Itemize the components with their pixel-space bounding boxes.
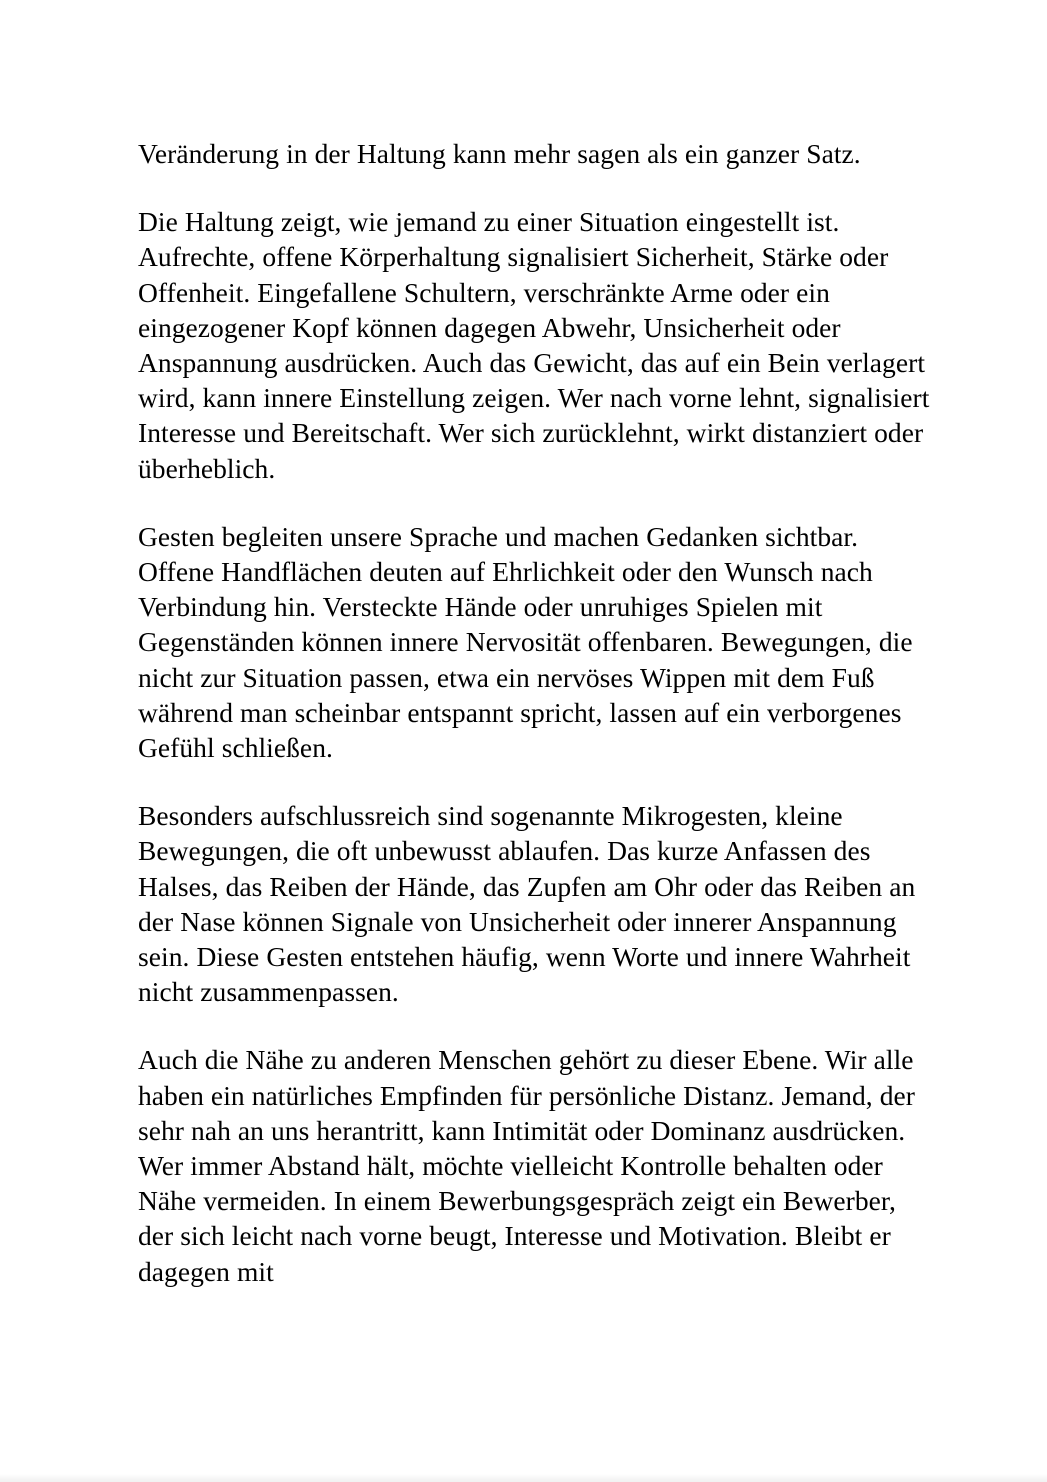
page-bottom-edge (0, 1474, 1047, 1482)
paragraph-1: Veränderung in der Haltung kann mehr sagen als ein ganzer Satz. (138, 138, 861, 169)
paragraph-3: Gesten begleiten unsere Sprache und machen Gedanken sichtbar. Offene Handflächen deuten auf Ehrlichkeit oder den Wunsch nach Verbindung hin. Versteckte Hände oder unruhiges Spielen mit Gegenständen können innere Nervosität offenbaren. Bewegungen, die nicht zur Situation passen, etwa ein nervöses Wippen mit dem Fuß während man scheinbar entspannt spricht, lassen auf ein verborgenes Gefühl schließen. (138, 520, 913, 764)
paragraph-5: Auch die Nähe zu anderen Menschen gehört zu dieser Ebene. Wir alle haben ein natürliches Empfinden für persönliche Distanz. Jemand, der sehr nah an uns herantritt, kann Intimität oder Dominanz ausdrücken. Wer immer Abstand hält, möchte vielleicht Kontrolle behalten oder Nähe vermeiden. In einem Bewerbungsgespräch zeigt ein Bewerber, der sich leicht nach vorne beugt, Interesse und Motivation. Bleibt er dagegen mit (138, 1044, 915, 1287)
text-column (138, 136, 938, 1289)
paragraph-4: Besonders aufschlussreich sind sogenannte Mikrogesten, kleine Bewegungen, die oft unbewusst ablaufen. Das kurze Anfassen des Halses, das Reiben der Hände, das Zupfen am Ohr oder das Reiben an der Nase können Signale von Unsicherheit oder innerer Anspannung sein. Diese Gesten entstehen häufig, wenn Worte und innere Wahrheit nicht zusammenpassen. (138, 800, 916, 1008)
paragraph-2: Die Haltung zeigt, wie jemand zu einer Situation eingestellt ist. Aufrechte, offene Körperhaltung signalisiert Sicherheit, Stärke oder Offenheit. Eingefallene Schultern, verschränkte Arme oder ein eingezogener Kopf können dagegen Abwehr, Unsicherheit oder Anspannung ausdrücken. Auch das Gewicht, das auf ein Bein verlagert wird, kann innere Einstellung zeigen. Wer nach vorne lehnt, signalisiert Interesse und Bereitschaft. Wer sich zurücklehnt, wirkt distanziert oder überheblich. (138, 206, 930, 484)
